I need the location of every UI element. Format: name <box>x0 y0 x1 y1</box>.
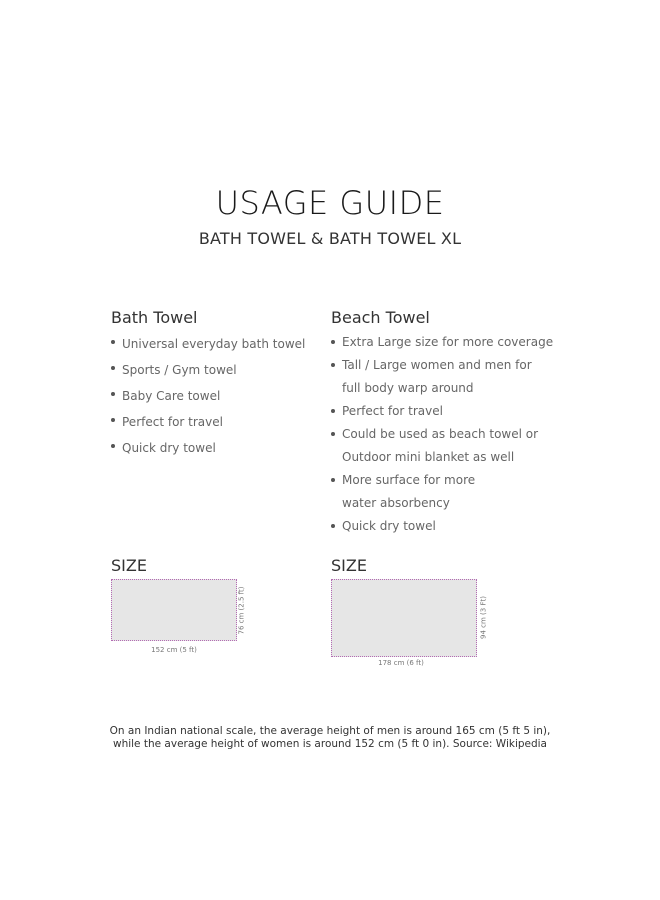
list-item <box>111 331 321 357</box>
list-item <box>111 383 321 409</box>
bath-towel-size-diagram <box>111 579 237 641</box>
beach-towel-height-label: 94 cm (3 Ft) <box>479 596 488 639</box>
list-item <box>111 435 321 461</box>
beach-towel-size-diagram <box>331 579 477 657</box>
list-item-text: Quick dry towel <box>122 441 216 455</box>
footnote <box>0 725 660 751</box>
list-item <box>331 331 571 354</box>
list-item-text: Perfect for travel <box>122 415 223 429</box>
list-item-text-continued: full body warp around <box>342 381 474 395</box>
list-item <box>331 400 571 423</box>
beach-towel-column <box>331 307 571 538</box>
beach-towel-width-label: 178 cm (6 ft) <box>378 659 424 667</box>
beach-towel-heading: Beach Towel <box>331 308 430 327</box>
list-item-text: Could be used as beach towel or <box>342 427 539 441</box>
list-item-text: Perfect for travel <box>342 404 443 418</box>
list-item <box>111 357 321 383</box>
list-item-text: Sports / Gym towel <box>122 363 237 377</box>
beach-size-label: SIZE <box>331 556 367 575</box>
footnote-line-2: while the average height of women is around 152 cm (5 ft 0 in). Source: Wikipedia <box>112 738 547 750</box>
footnote-line-1: On an Indian national scale, the average height of men is around 165 cm (5 ft 5 in), <box>109 725 551 737</box>
list-item-text: Tall / Large women and men for <box>342 358 532 372</box>
page-subtitle: BATH TOWEL & BATH TOWEL XL <box>198 229 462 248</box>
list-item-text: More surface for more <box>342 473 476 487</box>
bath-towel-list <box>111 331 321 461</box>
list-item-text: Extra Large size for more coverage <box>342 335 554 349</box>
bath-towel-column <box>111 307 321 461</box>
list-item <box>331 515 571 538</box>
list-item-text: Quick dry towel <box>342 519 436 533</box>
list-item-text-continued: water absorbency <box>342 496 450 510</box>
list-item-text: Universal everyday bath towel <box>122 337 306 351</box>
page-title: USAGE GUIDE <box>215 184 445 222</box>
bath-towel-width-label: 152 cm (5 ft) <box>151 646 197 654</box>
bath-size-label: SIZE <box>111 556 147 575</box>
bath-towel-heading: Bath Towel <box>111 308 198 327</box>
beach-towel-list <box>331 331 571 538</box>
list-item <box>331 469 571 515</box>
list-item-text: Baby Care towel <box>122 389 221 403</box>
list-item-text-continued: Outdoor mini blanket as well <box>342 450 515 464</box>
list-item <box>111 409 321 435</box>
list-item <box>331 354 571 400</box>
bath-towel-height-label: 76 cm (2.5 ft) <box>237 586 246 635</box>
list-item <box>331 423 571 469</box>
